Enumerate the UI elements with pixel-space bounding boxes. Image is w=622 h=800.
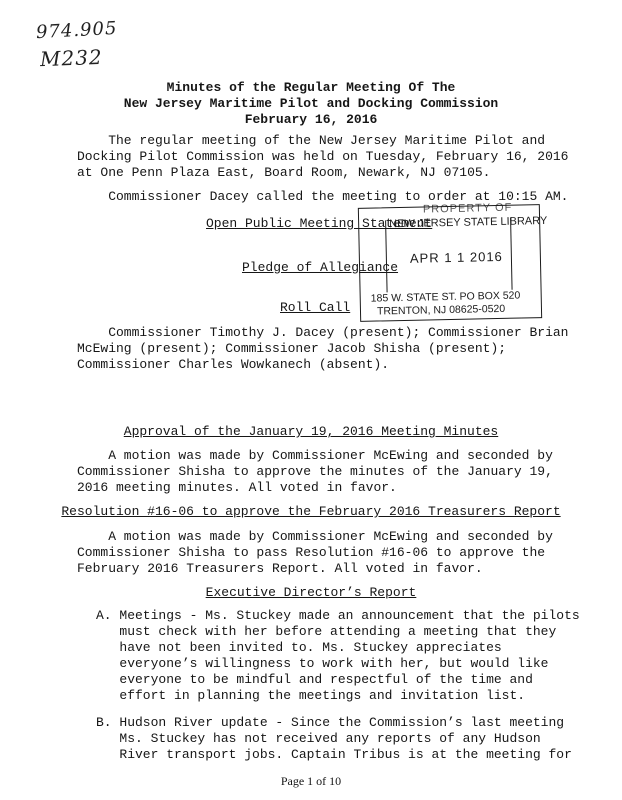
item-b-line: Ms. Stuckey has not received any reports of any Hudson xyxy=(96,731,541,746)
stamp-property-text: PROPERTY OF xyxy=(422,201,513,216)
roll-call-line: McEwing (present); Commissioner Jacob Shisha (present); xyxy=(77,341,507,356)
resolution-line: February 2016 Treasurers Report. All voted in favor. xyxy=(77,561,483,576)
intro-line: at One Penn Plaza East, Board Room, Newark, NJ 07105. xyxy=(77,165,491,180)
open-public-meeting-heading: Open Public Meeting Statement xyxy=(206,216,433,231)
handwritten-code: M232 xyxy=(39,44,104,72)
approval-line: 2016 meeting minutes. All voted in favor. xyxy=(77,480,397,495)
stamp-date: APR 1 1 2016 xyxy=(409,248,503,266)
library-received-stamp xyxy=(358,201,548,322)
title-line-2: New Jersey Maritime Pilot and Docking Commission xyxy=(123,96,499,111)
roll-call-line: Commissioner Timothy J. Dacey (present); Commissioner Brian xyxy=(77,325,569,340)
page-number: Page 1 of 10 xyxy=(280,774,342,788)
approval-heading: Approval of the January 19, 2016 Meeting Minutes xyxy=(123,424,499,439)
item-a-line: effort in planning the meetings and invitation list. xyxy=(96,688,526,703)
item-a-line: everyone to be mindful and respectful of the time and xyxy=(96,672,533,687)
item-a-line: A. Meetings - Ms. Stuckey made an announcement that the pilots xyxy=(96,608,580,623)
executive-director-report-heading: Executive Director’s Report xyxy=(205,585,417,600)
item-b-line: B. Hudson River update - Since the Commission’s last meeting xyxy=(96,715,565,730)
roll-call-heading: Roll Call xyxy=(280,300,351,315)
pledge-heading: Pledge of Allegiance xyxy=(242,260,399,275)
item-a-line: must check with her before attending a meeting that they xyxy=(96,624,557,639)
handwritten-call-number: 974.905 xyxy=(35,17,118,44)
call-to-order: Commissioner Dacey called the meeting to order at 10:15 AM. xyxy=(77,189,569,204)
resolution-line: Commissioner Shisha to pass Resolution #16-06 to approve the xyxy=(77,545,546,560)
intro-line: The regular meeting of the New Jersey Maritime Pilot and xyxy=(77,133,546,148)
resolution-line: A motion was made by Commissioner McEwing and seconded by xyxy=(77,529,553,544)
resolution-heading: Resolution #16-06 to approve the February 2016 Treasurers Report xyxy=(61,504,561,519)
meeting-date: February 16, 2016 xyxy=(244,112,378,127)
stamp-address-line-1: 185 W. STATE ST. PO BOX 520 xyxy=(370,289,521,305)
item-a-line: everyone’s willingness to work with her, but would like xyxy=(96,656,549,671)
stamp-library-name: NEW JERSEY STATE LIBRARY xyxy=(389,214,548,231)
approval-line: Commissioner Shisha to approve the minutes of the January 19, xyxy=(77,464,553,479)
approval-line: A motion was made by Commissioner McEwing and seconded by xyxy=(77,448,553,463)
item-a-line: have not been invited to. Ms. Stuckey appreciates xyxy=(96,640,502,655)
item-b-line: River transport jobs. Captain Tribus is at the meeting for xyxy=(96,747,572,762)
stamp-address-line-2: TRENTON, NJ 08625-0520 xyxy=(376,302,506,318)
intro-line: Docking Pilot Commission was held on Tuesday, February 16, 2016 xyxy=(77,149,569,164)
title-line-1: Minutes of the Regular Meeting Of The xyxy=(166,80,456,95)
roll-call-line: Commissioner Charles Wowkanech (absent). xyxy=(77,357,390,372)
